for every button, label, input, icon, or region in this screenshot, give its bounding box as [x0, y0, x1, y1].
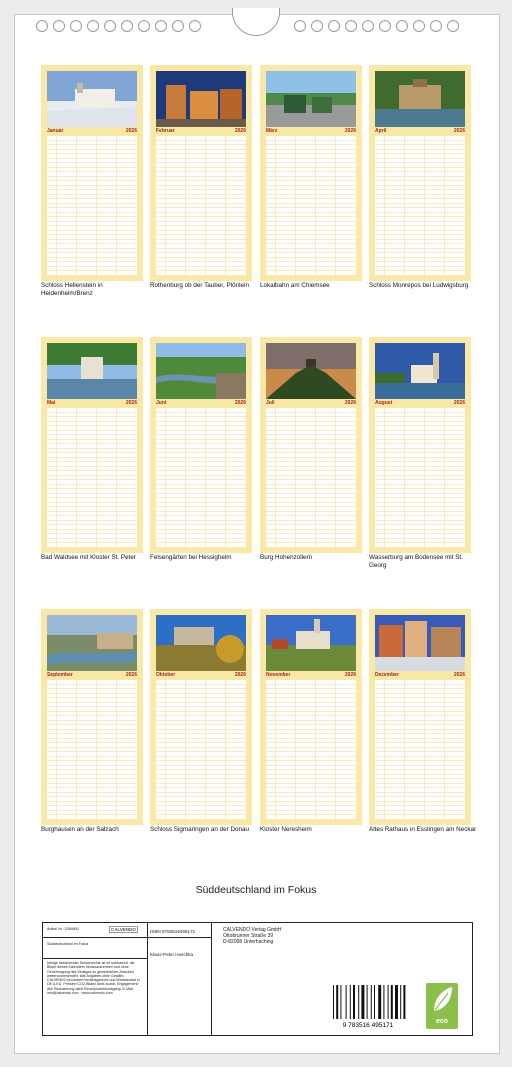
- product-title: Süddeutschland im Fokus: [47, 942, 89, 946]
- month-june: [150, 337, 252, 553]
- month-caption: Bad Waldsee mit Kloster St. Peter: [41, 554, 136, 561]
- month-caption: Schloss Hellenstein in Heidenheim/Brenz: [41, 282, 103, 297]
- month-year: 2026: [344, 400, 356, 406]
- day-grid: [156, 680, 246, 819]
- binding-holes-left: [36, 20, 201, 32]
- month-december: [369, 609, 471, 825]
- month-photo: [156, 71, 246, 127]
- day-grid: [266, 408, 356, 547]
- month-september: [41, 609, 143, 825]
- day-grid: [47, 408, 137, 547]
- imprint-middle: [147, 923, 212, 1035]
- month-october: [150, 609, 252, 825]
- publisher-city: D-82008 Unterhaching: [223, 939, 274, 945]
- publisher-name: CALVENDO Verlag GmbH: [223, 927, 282, 933]
- day-grid: [156, 408, 246, 547]
- month-caption: Rothenburg ob der Tauber, Plönlein: [150, 282, 249, 289]
- month-photo: [156, 615, 246, 671]
- month-april: [369, 65, 471, 281]
- month-march: [260, 65, 362, 281]
- month-photo: [266, 343, 356, 399]
- isbn: ISBN 9783516495171: [150, 929, 196, 934]
- barcode-number: 9 783516 495171: [342, 1022, 394, 1029]
- month-caption: Lokalbahn am Chiemsee: [260, 282, 330, 289]
- month-november: [260, 609, 362, 825]
- month-year: 2026: [125, 672, 137, 678]
- month-caption: Wasserburg am Bodensee mit St. Georg: [369, 554, 463, 569]
- month-may: [41, 337, 143, 553]
- day-grid: [156, 136, 246, 275]
- month-name: Januar: [47, 128, 64, 134]
- month-year: 2026: [344, 672, 356, 678]
- day-grid: [266, 136, 356, 275]
- month-name: Mai: [47, 400, 56, 406]
- month-caption: Altes Rathaus in Esslingen am Neckar: [369, 826, 477, 833]
- publisher-street: Ottobrunner Straße 39: [223, 933, 274, 939]
- month-year: 2026: [125, 128, 137, 134]
- month-name: September: [47, 672, 73, 678]
- month-caption: Kloster Neresheim: [260, 826, 312, 833]
- day-grid: [375, 408, 465, 547]
- imprint-box: [42, 922, 473, 1036]
- month-year: 2026: [344, 128, 356, 134]
- publisher-address: [223, 927, 282, 945]
- month-july: [260, 337, 362, 553]
- month-name: August: [375, 400, 393, 406]
- month-caption: Burghausen an der Salzach: [41, 826, 119, 833]
- day-grid: [375, 680, 465, 819]
- eco-leaf-icon: [426, 983, 458, 1029]
- month-photo: [266, 71, 356, 127]
- month-photo: [375, 615, 465, 671]
- month-february: [150, 65, 252, 281]
- month-photo: [375, 343, 465, 399]
- month-year: 2026: [234, 672, 246, 678]
- month-caption: Schloss Monrepos bei Ludwigsburg: [369, 282, 469, 289]
- publisher-logo: CALVENDO: [111, 927, 136, 932]
- calendar-title: Süddeutschland im Fokus: [195, 884, 317, 896]
- month-august: [369, 337, 471, 553]
- month-name: Oktober: [156, 672, 176, 678]
- month-caption: Burg Hohenzollern: [260, 554, 313, 561]
- day-grid: [47, 680, 137, 819]
- month-name: März: [266, 128, 278, 134]
- article-number: Artikel Nr.: 2084800: [47, 927, 79, 931]
- eco-label: eco: [435, 1018, 449, 1025]
- month-name: April: [375, 128, 387, 134]
- month-photo: [47, 615, 137, 671]
- month-name: Dezember: [375, 672, 399, 678]
- month-photo: [266, 615, 356, 671]
- day-grid: [375, 136, 465, 275]
- month-name: Juli: [266, 400, 275, 406]
- month-name: Juni: [156, 400, 167, 406]
- month-photo: [47, 343, 137, 399]
- month-january: [41, 65, 143, 281]
- barcode: [329, 983, 407, 1029]
- month-year: 2026: [453, 128, 465, 134]
- month-name: Februar: [156, 128, 175, 134]
- day-grid: [47, 136, 137, 275]
- month-year: 2026: [234, 128, 246, 134]
- month-photo: [156, 343, 246, 399]
- month-year: 2026: [453, 400, 465, 406]
- binding-holes-right: [294, 20, 459, 32]
- legal-notice: Infolge bestehender Schutzrechte ist es unfassend, die Bilder dieses Kalenders herauszutrennen und ohne Genehmigung des Verlages zu gewerblichen Zwecken weiterzuverwenden. Alle Angaben ohne Gewähr. CALVENDO produziert bedarfsgerecht und klimaneutral in DE & EU. Preisfrei CO2-Bilanz dank sozial- Engagement/ Alle Reduzierung dank Einzelproduktionsgang. E-Mail: info@calvendo.com · www.calvendo.com: [47, 961, 140, 996]
- month-name: November: [266, 672, 291, 678]
- month-year: 2026: [234, 400, 246, 406]
- month-caption: Felsengärten bei Hessigheim: [150, 554, 232, 561]
- month-photo: [375, 71, 465, 127]
- day-grid: [266, 680, 356, 819]
- month-year: 2026: [453, 672, 465, 678]
- imprint-left: [43, 923, 148, 1035]
- month-caption: Schloss Sigmaringen an der Donau: [150, 826, 250, 833]
- month-year: 2026: [125, 400, 137, 406]
- month-photo: [47, 71, 137, 127]
- author: Klaus-Peter Huschka: [150, 952, 194, 957]
